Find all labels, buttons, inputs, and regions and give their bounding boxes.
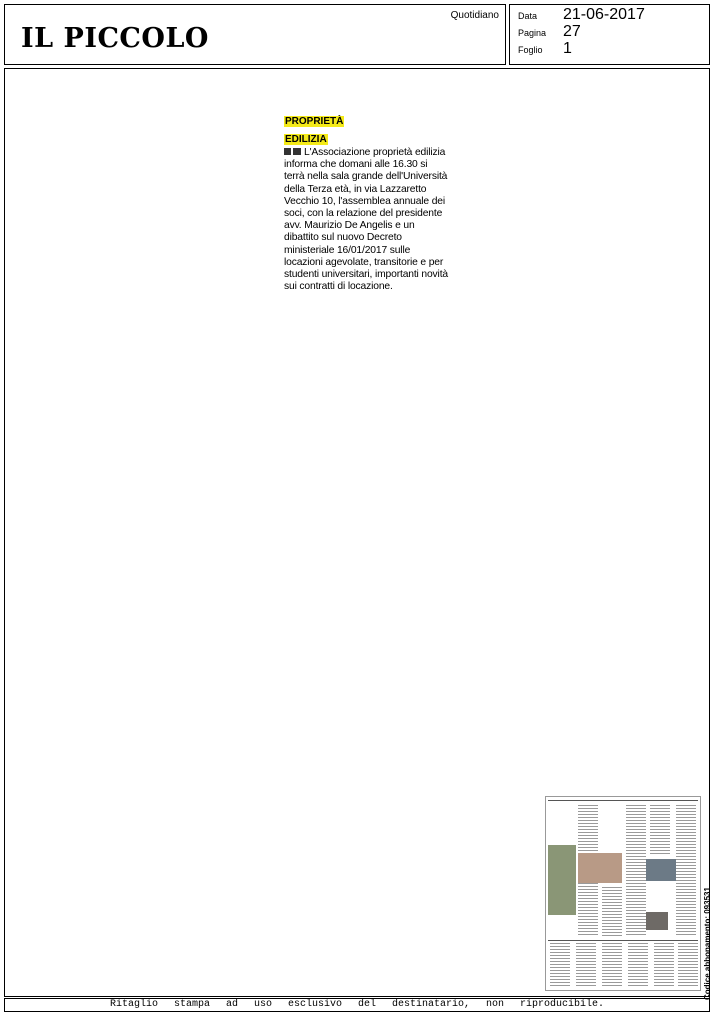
thumb-column	[602, 943, 622, 988]
pagina-value: 27	[563, 23, 581, 40]
footer-notice-box	[4, 998, 710, 1012]
page-thumbnail	[545, 796, 701, 991]
periodicity-label: Quotidiano	[450, 10, 499, 21]
pagina-label: Pagina	[518, 28, 547, 38]
thumb-column	[678, 943, 698, 988]
article-text: L'Associazione proprietà edilizia informa che domani alle 16.30 si terrà nella sala grande dell'Università della Terza età, in via Lazzaretto Vecchio 10, l'assemblea annuale dei soci, con la relazione del presidente avv. Maurizio De Angelis e un dibattito sul nuovo Decreto ministeriale 16/01/2017 sulle locazioni agevolate, transitorie e per studenti universitari, importanti novità sui contratti di locazione.	[284, 147, 448, 293]
bullet-icon	[284, 148, 301, 155]
data-label: Data	[518, 11, 538, 21]
thumb-divider	[548, 940, 698, 941]
thumb-column	[602, 887, 622, 937]
newspaper-title: IL PICCOLO	[21, 23, 209, 54]
thumb-photo	[578, 853, 622, 883]
article-body	[284, 147, 449, 293]
masthead-box	[4, 4, 506, 65]
thumb-header-rule	[548, 800, 698, 801]
thumb-column	[576, 943, 596, 988]
article-kicker-line2: EDILIZIA	[285, 134, 327, 145]
thumb-column	[626, 805, 646, 935]
subscription-code: Codice abbonamento: 093531	[703, 887, 712, 1000]
thumb-column	[650, 805, 670, 855]
article-clipping	[284, 111, 449, 293]
thumb-column	[550, 943, 570, 988]
thumb-column	[628, 943, 648, 988]
thumb-photo	[646, 912, 668, 930]
thumb-photo	[548, 845, 576, 915]
foglio-value: 1	[563, 40, 572, 57]
thumb-photo	[646, 859, 676, 881]
footer-notice: Ritaglio stampa ad uso esclusivo del destinatario, non riproducibile.	[109, 999, 605, 1010]
thumb-column	[676, 805, 696, 935]
data-value: 21-06-2017	[563, 6, 645, 23]
foglio-label: Foglio	[518, 45, 543, 55]
thumb-column	[654, 943, 674, 988]
metadata-box	[509, 4, 710, 65]
article-kicker-line1: PROPRIETÀ	[285, 116, 344, 127]
